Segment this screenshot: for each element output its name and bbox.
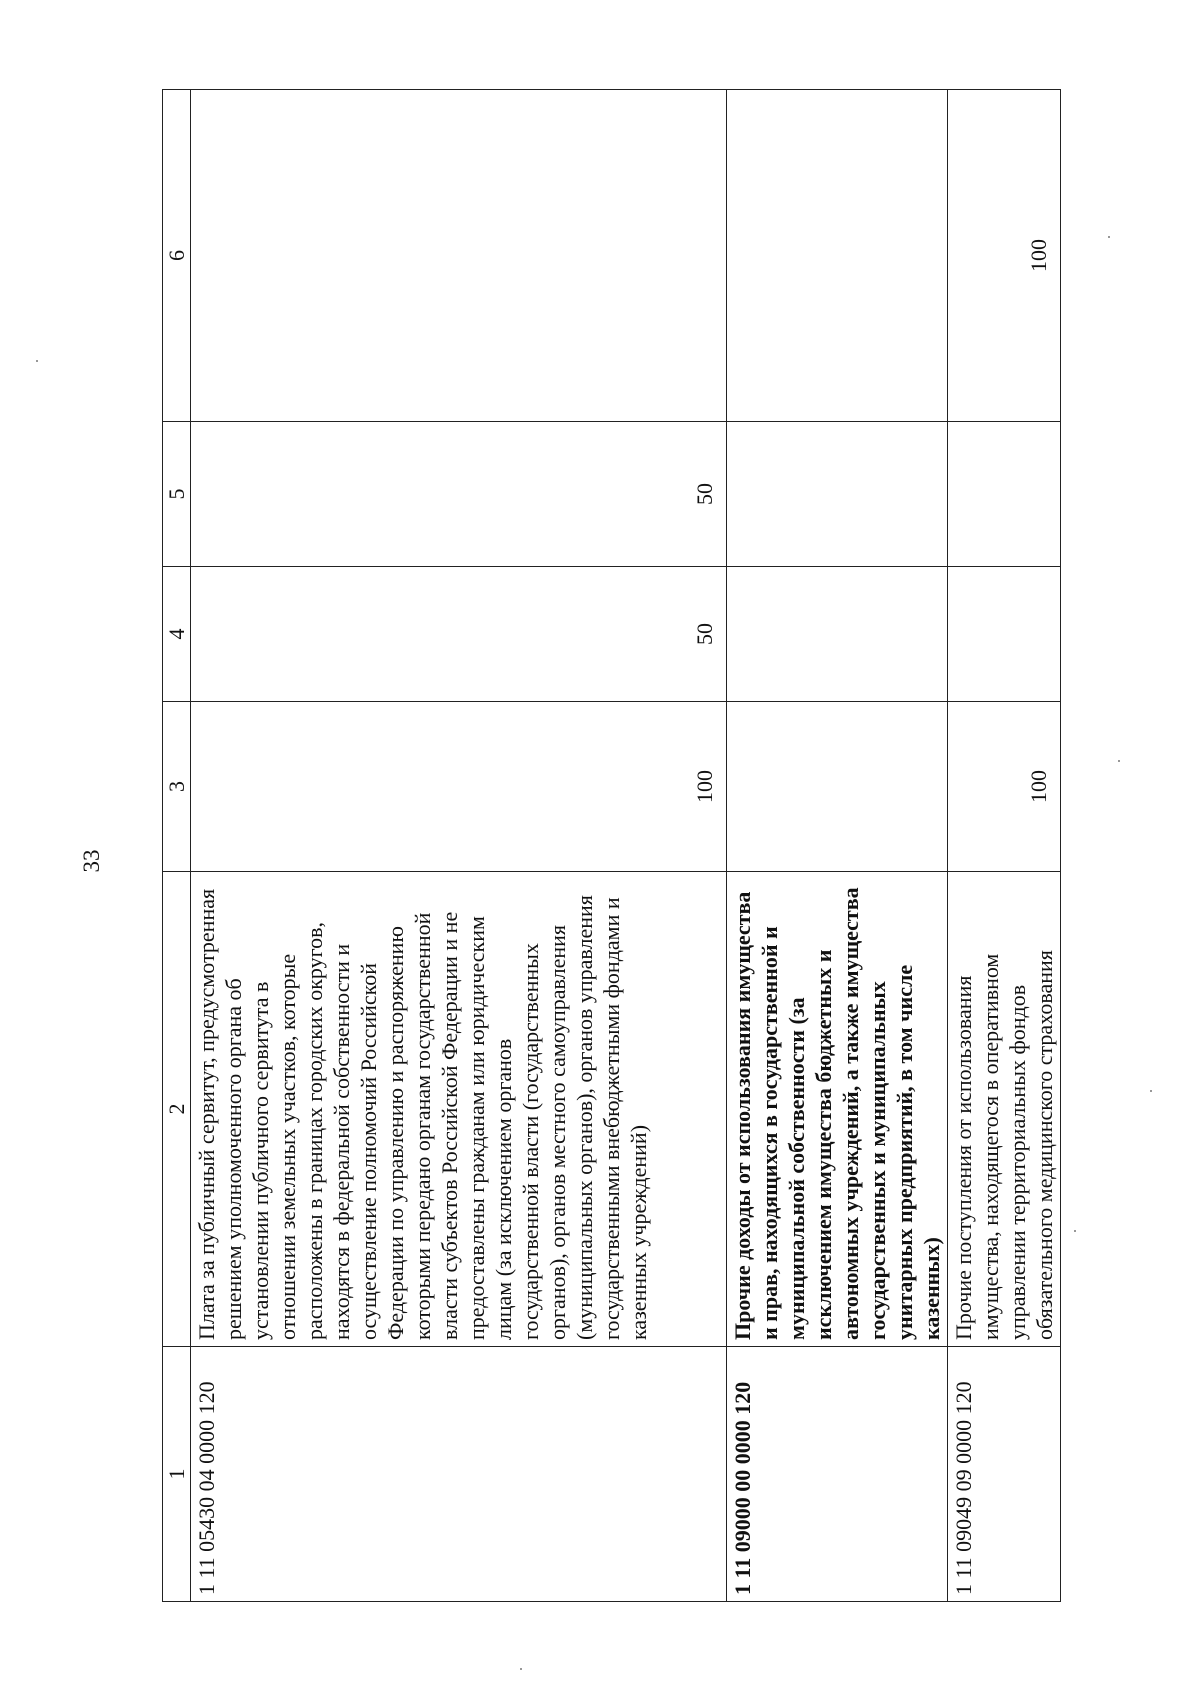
header-cell: 3	[163, 702, 191, 872]
row-description: Прочие доходы от использования имущества и прав, находящихся в государственной и муниципальной собственности (за исключением имущества бюджетных и автономных учреждений, а также имущества государственных и муниципальных унитарных предприятий, в том числе казенных)	[727, 872, 948, 1347]
row-col6-value	[727, 90, 948, 422]
page-number: 33	[79, 849, 104, 873]
row-col4-value	[948, 567, 1061, 702]
row-col6-value	[191, 90, 727, 422]
header-cell: 6	[163, 90, 191, 422]
row-description: Прочие поступления от использования имущества, находящегося в оперативном управлении территориальных фондов обязательного медицинского страхования	[948, 872, 1061, 1347]
scan-speck	[1074, 1230, 1076, 1232]
row-col6-value: 100	[948, 90, 1061, 422]
row-description: Плата за публичный сервитут, предусмотренная решением уполномоченного органа об установлении публичного сервитута в отношении земельных участков, которые расположены в границах городских округов, находятся в федеральной собственности и осуществление полномочий Российской Федерации по управлению и распоряжению которыми передано органам государственной власти субъектов Российской Федерации и не предоставлены гражданам или юридическим лицам (за исключением органов государственной власти (государственных органов), органов местного самоуправления (муниципальных органов), органов управления государственными внебюджетными фондами и казенных учреждений)	[191, 872, 727, 1347]
row-code: 1 11 09000 00 0000 120	[727, 1347, 948, 1602]
scan-speck	[1150, 1090, 1152, 1092]
revenue-table	[162, 89, 1061, 1602]
row-col4-value	[727, 567, 948, 702]
row-code: 1 11 05430 04 0000 120	[191, 1347, 727, 1602]
row-col4-value: 50	[191, 567, 727, 702]
header-cell: 2	[163, 872, 191, 1347]
table-row	[948, 90, 1061, 1602]
table-header-row	[163, 90, 191, 1602]
scan-speck	[1108, 236, 1110, 238]
table-row	[727, 90, 948, 1602]
row-col3-value	[727, 702, 948, 872]
row-code: 1 11 09049 09 0000 120	[948, 1347, 1061, 1602]
rotated-sheet	[162, 90, 1057, 1602]
scan-speck	[36, 360, 38, 362]
scan-speck	[520, 1668, 522, 1670]
header-cell: 5	[163, 422, 191, 567]
row-col3-value: 100	[948, 702, 1061, 872]
header-cell: 4	[163, 567, 191, 702]
row-col5-value: 50	[191, 422, 727, 567]
scan-speck	[1118, 760, 1120, 762]
row-col3-value: 100	[191, 702, 727, 872]
row-col5-value	[948, 422, 1061, 567]
header-cell: 1	[163, 1347, 191, 1602]
row-col5-value	[727, 422, 948, 567]
table-row	[191, 90, 727, 1602]
